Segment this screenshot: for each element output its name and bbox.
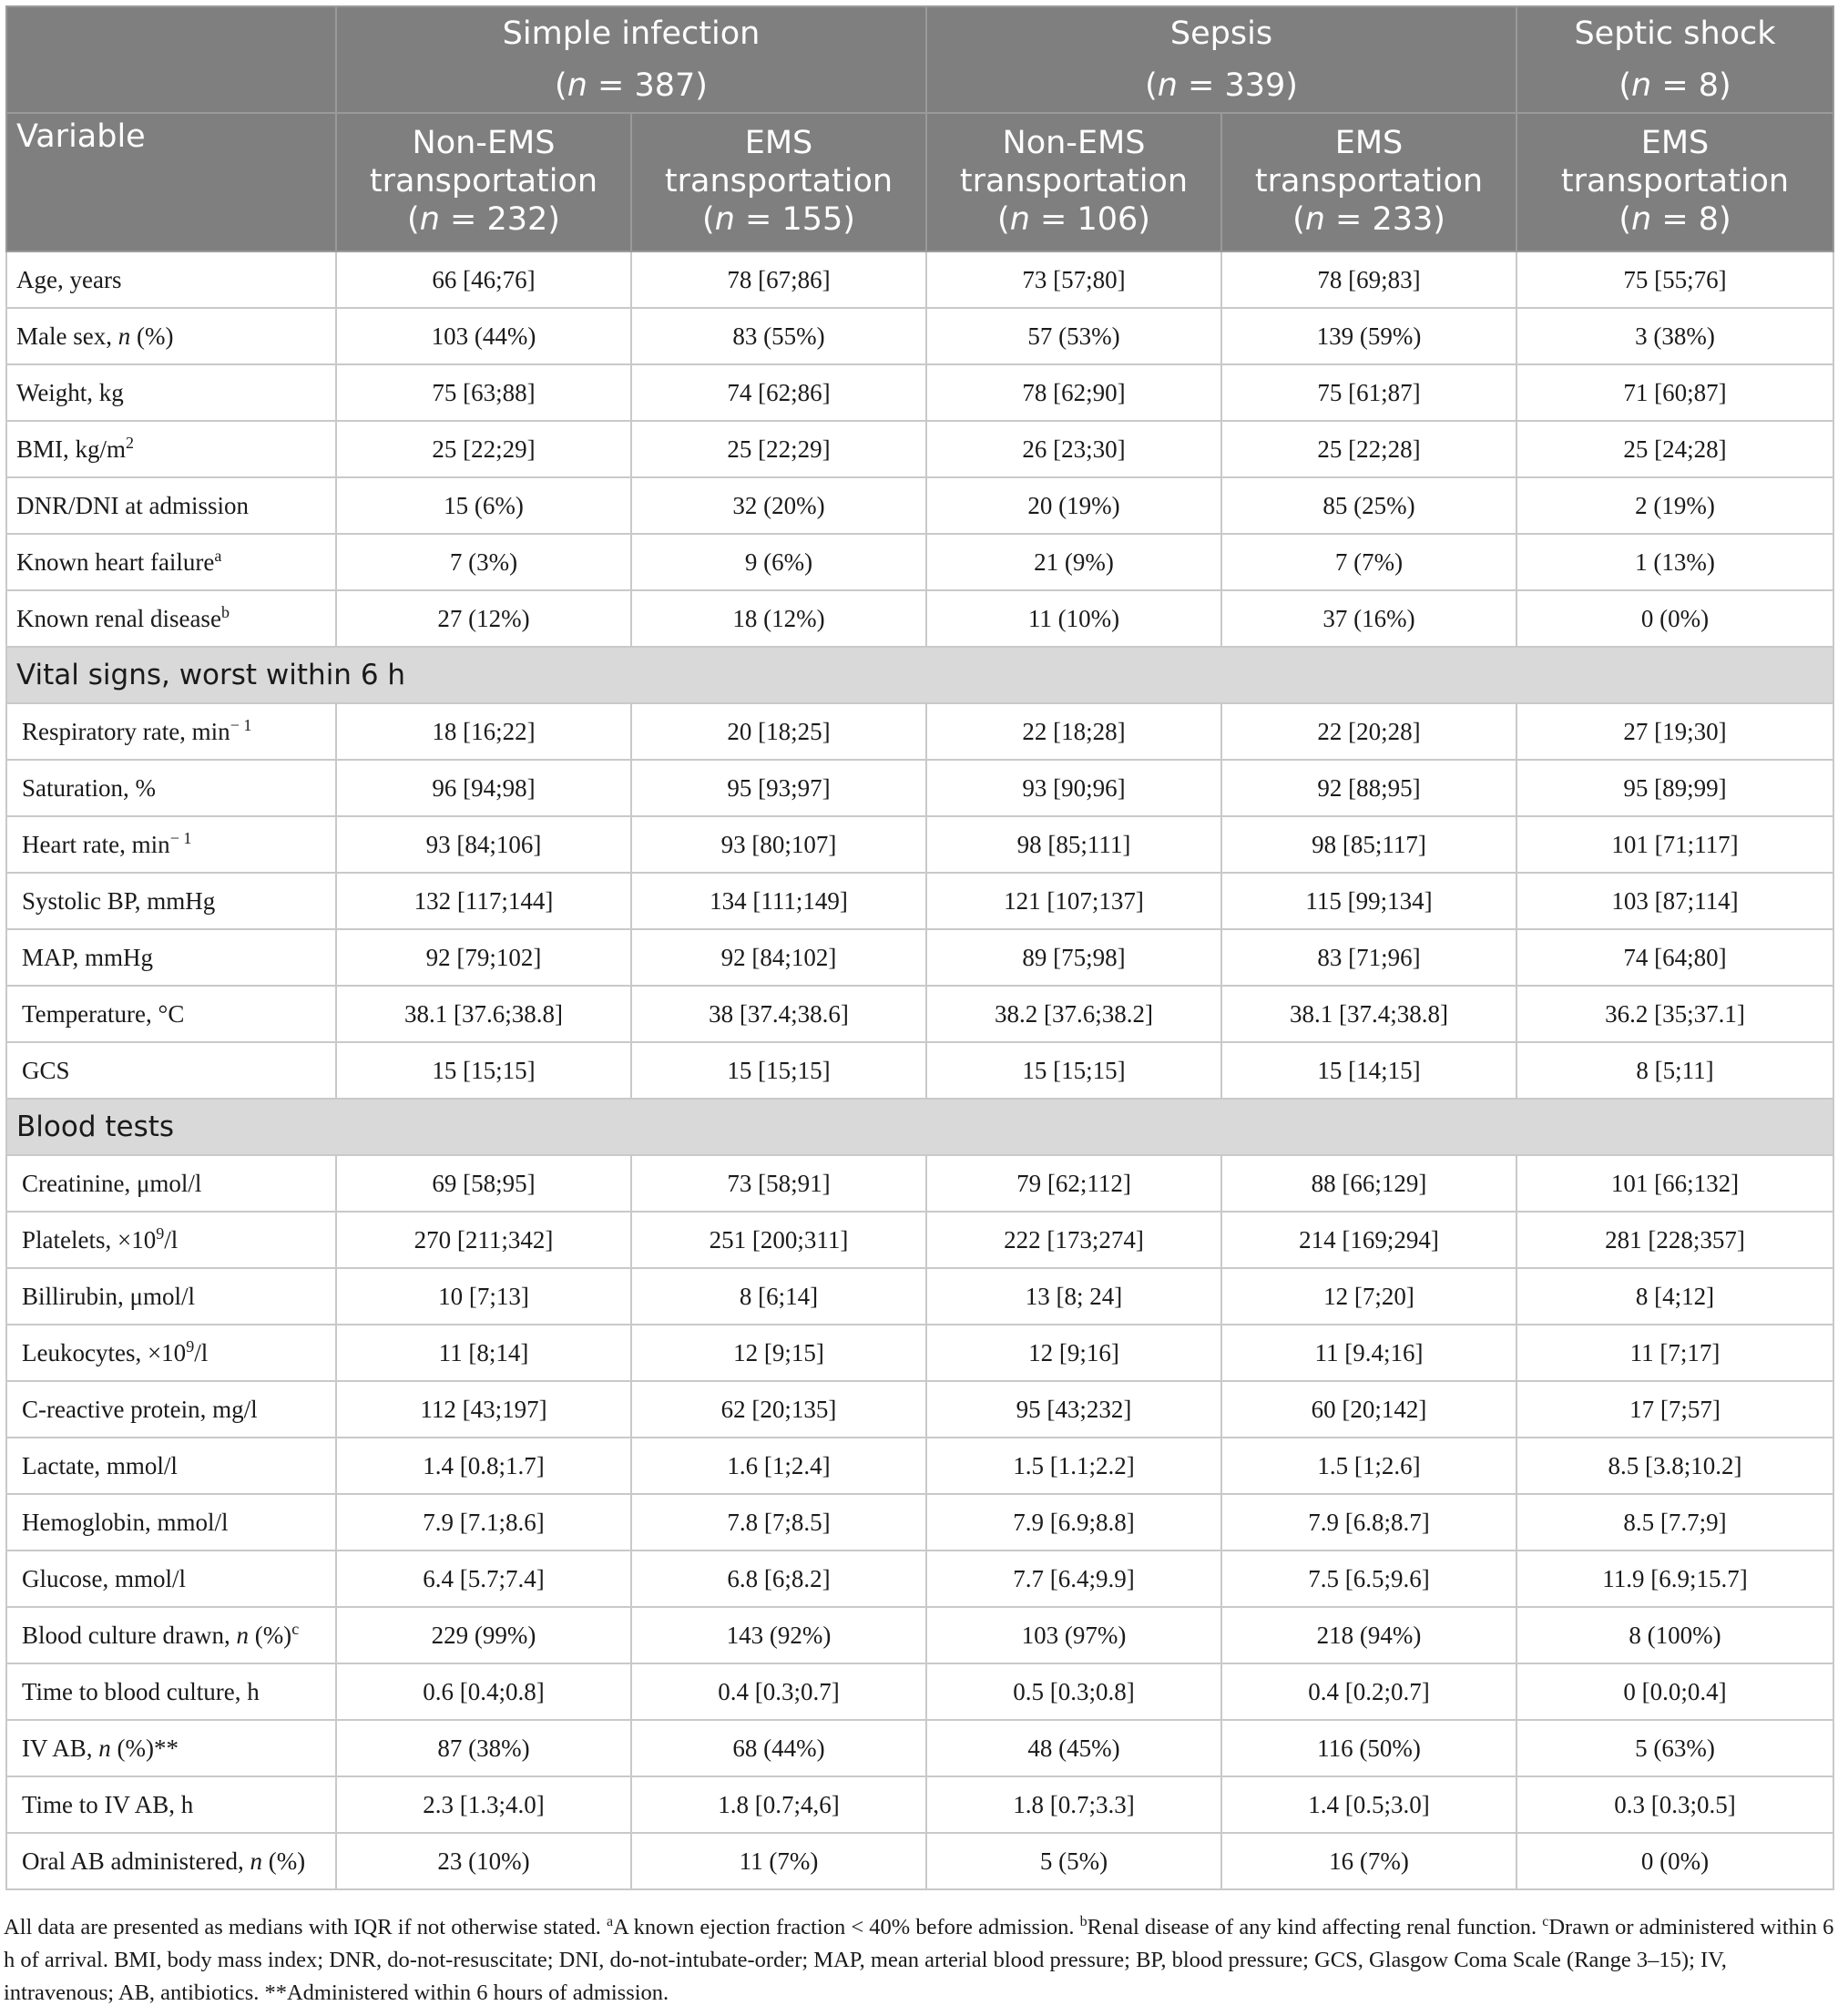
table-cell: 32 (20%)	[631, 477, 926, 534]
row-label-text: Oral AB administered, n (%)	[22, 1847, 306, 1875]
table-cell: 92 [88;95]	[1221, 760, 1516, 816]
row-label-text: Known heart failure	[16, 547, 215, 576]
table-row	[6, 590, 1833, 647]
table-cell: 85 (25%)	[1221, 477, 1516, 534]
row-label	[6, 929, 336, 986]
row-label-text: GCS	[22, 1056, 70, 1084]
column-header	[1516, 113, 1833, 251]
table-row	[6, 1268, 1833, 1325]
column-header	[926, 113, 1221, 251]
table-cell: 25 [22;28]	[1221, 421, 1516, 477]
footnote-marker: b	[1079, 1913, 1087, 1929]
table-cell: 15 [15;15]	[336, 1042, 631, 1099]
table-cell: 270 [211;342]	[336, 1212, 631, 1268]
table-cell: 9 (6%)	[631, 534, 926, 590]
col-line2: transportation	[369, 163, 598, 200]
row-label-text: Heart rate, min	[22, 830, 170, 858]
table-cell: 5 (5%)	[926, 1833, 1221, 1889]
table-cell: 7.9 [6.8;8.7]	[1221, 1494, 1516, 1550]
table-cell: 101 [66;132]	[1516, 1155, 1833, 1212]
table-cell: 11 [7;17]	[1516, 1325, 1833, 1381]
col-line1: EMS	[744, 125, 813, 161]
table-cell: 214 [169;294]	[1221, 1212, 1516, 1268]
table-cell: 251 [200;311]	[631, 1212, 926, 1268]
table-cell: 38.1 [37.4;38.8]	[1221, 986, 1516, 1042]
table-cell: 2.3 [1.3;4.0]	[336, 1776, 631, 1833]
table-cell: 25 [22;29]	[631, 421, 926, 477]
table-row	[6, 1438, 1833, 1494]
table-cell: 93 [90;96]	[926, 760, 1221, 816]
table-cell: 95 [89;99]	[1516, 760, 1833, 816]
table-cell: 11.9 [6.9;15.7]	[1516, 1550, 1833, 1607]
table-cell: 18 [16;22]	[336, 703, 631, 760]
row-label-text: Saturation, %	[22, 773, 156, 802]
table-row	[6, 1381, 1833, 1438]
row-label-text: BMI, kg/m	[16, 435, 127, 463]
row-label	[6, 760, 336, 816]
row-label	[6, 308, 336, 364]
table-cell: 7 (3%)	[336, 534, 631, 590]
col-line2: transportation	[664, 163, 893, 200]
table-row	[6, 986, 1833, 1042]
table-cell: 116 (50%)	[1221, 1720, 1516, 1776]
section-header-vital-signs	[6, 647, 1833, 703]
row-label-text: Leukocytes, ×10	[22, 1338, 187, 1366]
table-cell: 62 [20;135]	[631, 1381, 926, 1438]
table-cell: 92 [79;102]	[336, 929, 631, 986]
row-label-text: Time to IV AB, h	[22, 1790, 194, 1818]
row-label-text: MAP, mmHg	[22, 943, 154, 971]
table-cell: 10 [7;13]	[336, 1268, 631, 1325]
table-cell: 38 [37.4;38.6]	[631, 986, 926, 1042]
group-n-text: (n = 8)	[1618, 67, 1731, 104]
table-row	[6, 534, 1833, 590]
footnote-marker: a	[607, 1913, 614, 1929]
row-label-superscript: a	[214, 546, 222, 565]
table-cell: 83 [71;96]	[1221, 929, 1516, 986]
table-cell: 17 [7;57]	[1516, 1381, 1833, 1438]
table-cell: 7.7 [6.4;9.9]	[926, 1550, 1221, 1607]
col-n: (n = 233)	[1292, 201, 1445, 238]
col-line2: transportation	[959, 163, 1189, 200]
row-label-superscript: − 1	[230, 715, 252, 734]
table-cell: 11 (10%)	[926, 590, 1221, 647]
table-cell: 0 (0%)	[1516, 1833, 1833, 1889]
table-cell: 57 (53%)	[926, 308, 1221, 364]
row-label	[6, 816, 336, 873]
table-cell: 11 [8;14]	[336, 1325, 631, 1381]
table-cell: 7.5 [6.5;9.6]	[1221, 1550, 1516, 1607]
row-label	[6, 1663, 336, 1720]
table-cell: 7.9 [6.9;8.8]	[926, 1494, 1221, 1550]
table-cell: 6.8 [6;8.2]	[631, 1550, 926, 1607]
table-cell: 222 [173;274]	[926, 1212, 1221, 1268]
row-label-text: Lactate, mmol/l	[22, 1451, 178, 1479]
row-label	[6, 364, 336, 421]
section-header-blood-tests	[6, 1099, 1833, 1155]
table-body	[6, 251, 1833, 1889]
table-cell: 78 [67;86]	[631, 251, 926, 308]
table-row	[6, 364, 1833, 421]
table-cell: 3 (38%)	[1516, 308, 1833, 364]
table-cell: 0 [0.0;0.4]	[1516, 1663, 1833, 1720]
footnote-part: All data are presented as medians with IQR if not otherwise stated.	[4, 1915, 607, 1939]
table-cell: 20 [18;25]	[631, 703, 926, 760]
row-label	[6, 1325, 336, 1381]
table-cell: 20 (19%)	[926, 477, 1221, 534]
table-cell: 78 [62;90]	[926, 364, 1221, 421]
table-cell: 93 [84;106]	[336, 816, 631, 873]
table-cell: 1.6 [1;2.4]	[631, 1438, 926, 1494]
table-cell: 0.5 [0.3;0.8]	[926, 1663, 1221, 1720]
row-label-text: IV AB, n (%)**	[22, 1734, 179, 1762]
table-cell: 16 (7%)	[1221, 1833, 1516, 1889]
table-cell: 11 (7%)	[631, 1833, 926, 1889]
table-row	[6, 251, 1833, 308]
table-cell: 12 [7;20]	[1221, 1268, 1516, 1325]
table-cell: 6.4 [5.7;7.4]	[336, 1550, 631, 1607]
table-cell: 0 (0%)	[1516, 590, 1833, 647]
table-cell: 69 [58;95]	[336, 1155, 631, 1212]
table-row	[6, 703, 1833, 760]
group-n-simple-infection	[336, 59, 926, 113]
table-cell: 89 [75;98]	[926, 929, 1221, 986]
row-label	[6, 590, 336, 647]
characteristics-table	[5, 5, 1834, 1890]
table-row	[6, 760, 1833, 816]
footnote-part: Renal disease of any kind affecting renal function.	[1087, 1915, 1543, 1939]
table-cell: 8.5 [7.7;9]	[1516, 1494, 1833, 1550]
row-label	[6, 1212, 336, 1268]
table-cell: 139 (59%)	[1221, 308, 1516, 364]
table-cell: 1.4 [0.5;3.0]	[1221, 1776, 1516, 1833]
row-label	[6, 251, 336, 308]
row-label-text: C-reactive protein, mg/l	[22, 1395, 258, 1423]
row-label	[6, 1268, 336, 1325]
table-cell: 21 (9%)	[926, 534, 1221, 590]
column-header	[631, 113, 926, 251]
table-cell: 1.5 [1;2.6]	[1221, 1438, 1516, 1494]
table-row	[6, 1550, 1833, 1607]
table-cell: 281 [228;357]	[1516, 1212, 1833, 1268]
table-cell: 22 [20;28]	[1221, 703, 1516, 760]
table-cell: 1 (13%)	[1516, 534, 1833, 590]
table-cell: 1.4 [0.8;1.7]	[336, 1438, 631, 1494]
data-table-container	[5, 5, 1833, 1890]
col-n: (n = 8)	[1618, 201, 1731, 238]
row-label-superscript: 9	[156, 1223, 165, 1243]
row-label	[6, 873, 336, 929]
table-cell: 101 [71;117]	[1516, 816, 1833, 873]
table-cell: 93 [80;107]	[631, 816, 926, 873]
table-cell: 15 [15;15]	[631, 1042, 926, 1099]
row-label	[6, 1607, 336, 1663]
section-title: Vital signs, worst within 6 h	[6, 647, 1833, 703]
table-cell: 98 [85;111]	[926, 816, 1221, 873]
footnote-marker: c	[1542, 1913, 1549, 1929]
table-header	[6, 6, 1833, 251]
row-label-superscript: − 1	[169, 828, 192, 847]
table-cell: 15 [14;15]	[1221, 1042, 1516, 1099]
table-cell: 115 [99;134]	[1221, 873, 1516, 929]
table-cell: 78 [69;83]	[1221, 251, 1516, 308]
table-row	[6, 816, 1833, 873]
table-cell: 37 (16%)	[1221, 590, 1516, 647]
table-cell: 25 [22;29]	[336, 421, 631, 477]
table-cell: 36.2 [35;37.1]	[1516, 986, 1833, 1042]
table-cell: 95 [43;232]	[926, 1381, 1221, 1438]
table-cell: 112 [43;197]	[336, 1381, 631, 1438]
table-row	[6, 1663, 1833, 1720]
row-label	[6, 1720, 336, 1776]
table-cell: 48 (45%)	[926, 1720, 1221, 1776]
group-n-septic-shock	[1516, 59, 1833, 113]
table-cell: 74 [62;86]	[631, 364, 926, 421]
table-cell: 218 (94%)	[1221, 1607, 1516, 1663]
table-cell: 68 (44%)	[631, 1720, 926, 1776]
table-row	[6, 1155, 1833, 1212]
table-row	[6, 308, 1833, 364]
section-title: Blood tests	[6, 1099, 1833, 1155]
table-cell: 88 [66;129]	[1221, 1155, 1516, 1212]
row-label	[6, 1494, 336, 1550]
table-row	[6, 929, 1833, 986]
table-cell: 23 (10%)	[336, 1833, 631, 1889]
table-cell: 73 [57;80]	[926, 251, 1221, 308]
row-label	[6, 1155, 336, 1212]
table-cell: 1.8 [0.7;4,6]	[631, 1776, 926, 1833]
row-label-text: Creatinine, μmol/l	[22, 1169, 202, 1197]
col-line2: transportation	[1560, 163, 1790, 200]
column-header	[336, 113, 631, 251]
table-cell: 143 (92%)	[631, 1607, 926, 1663]
table-cell: 103 [87;114]	[1516, 873, 1833, 929]
table-cell: 121 [107;137]	[926, 873, 1221, 929]
table-cell: 38.2 [37.6;38.2]	[926, 986, 1221, 1042]
row-label-superscript: c	[291, 1619, 300, 1638]
table-cell: 1.8 [0.7;3.3]	[926, 1776, 1221, 1833]
row-label-text: DNR/DNI at admission	[16, 491, 249, 519]
table-cell: 60 [20;142]	[1221, 1381, 1516, 1438]
table-cell: 103 (97%)	[926, 1607, 1221, 1663]
table-cell: 74 [64;80]	[1516, 929, 1833, 986]
column-header	[1221, 113, 1516, 251]
table-row	[6, 873, 1833, 929]
table-cell: 15 (6%)	[336, 477, 631, 534]
table-cell: 27 [19;30]	[1516, 703, 1833, 760]
table-cell: 132 [117;144]	[336, 873, 631, 929]
row-label	[6, 477, 336, 534]
table-cell: 8.5 [3.8;10.2]	[1516, 1438, 1833, 1494]
row-label	[6, 1438, 336, 1494]
table-cell: 98 [85;117]	[1221, 816, 1516, 873]
table-footnote	[4, 1911, 1834, 2010]
row-label-superscript: 9	[186, 1336, 195, 1356]
table-row	[6, 1833, 1833, 1889]
table-cell: 75 [55;76]	[1516, 251, 1833, 308]
row-label-suffix: /l	[164, 1225, 179, 1254]
table-cell: 27 (12%)	[336, 590, 631, 647]
row-label-text: Systolic BP, mmHg	[22, 886, 216, 915]
table-cell: 75 [61;87]	[1221, 364, 1516, 421]
row-label	[6, 1550, 336, 1607]
row-label-suffix: /l	[194, 1338, 209, 1366]
variable-column-header: Variable	[6, 113, 336, 251]
table-cell: 5 (63%)	[1516, 1720, 1833, 1776]
table-row	[6, 477, 1833, 534]
footnote-part: A known ejection fraction < 40% before admission.	[613, 1915, 1080, 1939]
footnote-part: Drawn or administered within 6 h of arrival. BMI, body mass index; DNR, do-not-resuscitate; DNI, do-not-intubate-order; MAP, mean arterial blood pressure; BP, blood pressure; GCS, Glasgow Coma Scale (Range 3–15); IV, intravenous; AB, antibiotics. **Administered within 6 hours of admission.	[4, 1915, 1834, 2005]
row-label-superscript: b	[220, 602, 230, 621]
group-header-sepsis: Sepsis	[926, 6, 1516, 59]
table-cell: 25 [24;28]	[1516, 421, 1833, 477]
table-cell: 7.9 [7.1;8.6]	[336, 1494, 631, 1550]
table-row	[6, 421, 1833, 477]
row-label-text: Respiratory rate, min	[22, 717, 230, 745]
col-line1: EMS	[1334, 125, 1404, 161]
row-label	[6, 1776, 336, 1833]
table-row	[6, 1720, 1833, 1776]
col-line2: transportation	[1254, 163, 1484, 200]
table-cell: 22 [18;28]	[926, 703, 1221, 760]
table-row	[6, 1776, 1833, 1833]
table-cell: 0.6 [0.4;0.8]	[336, 1663, 631, 1720]
header-corner	[6, 6, 336, 59]
col-line1: Non-EMS	[412, 125, 556, 161]
table-cell: 7 (7%)	[1221, 534, 1516, 590]
row-label	[6, 1833, 336, 1889]
group-header-septic-shock: Septic shock	[1516, 6, 1833, 59]
table-cell: 8 (100%)	[1516, 1607, 1833, 1663]
table-cell: 12 [9;16]	[926, 1325, 1221, 1381]
row-label-text: Weight, kg	[16, 378, 124, 406]
col-n: (n = 232)	[407, 201, 560, 238]
table-cell: 0.3 [0.3;0.5]	[1516, 1776, 1833, 1833]
table-cell: 7.8 [7;8.5]	[631, 1494, 926, 1550]
col-line1: Non-EMS	[1002, 125, 1146, 161]
table-cell: 38.1 [37.6;38.8]	[336, 986, 631, 1042]
table-cell: 13 [8; 24]	[926, 1268, 1221, 1325]
table-row	[6, 1494, 1833, 1550]
group-n-text: (n = 387)	[555, 67, 708, 104]
table-cell: 79 [62;112]	[926, 1155, 1221, 1212]
row-label-superscript: 2	[126, 433, 135, 452]
table-cell: 134 [111;149]	[631, 873, 926, 929]
table-cell: 73 [58;91]	[631, 1155, 926, 1212]
group-n-text: (n = 339)	[1145, 67, 1298, 104]
col-n: (n = 155)	[702, 201, 855, 238]
row-label-text: Platelets, ×10	[22, 1225, 157, 1254]
row-label-text: Blood culture drawn, n (%)	[22, 1621, 292, 1649]
row-label-text: Billirubin, μmol/l	[22, 1282, 195, 1310]
table-cell: 92 [84;102]	[631, 929, 926, 986]
table-cell: 95 [93;97]	[631, 760, 926, 816]
table-cell: 26 [23;30]	[926, 421, 1221, 477]
group-header-simple-infection: Simple infection	[336, 6, 926, 59]
header-corner-2	[6, 59, 336, 113]
row-label	[6, 703, 336, 760]
table-cell: 229 (99%)	[336, 1607, 631, 1663]
col-line1: EMS	[1640, 125, 1710, 161]
col-n: (n = 106)	[997, 201, 1150, 238]
table-row	[6, 1325, 1833, 1381]
row-label-text: Temperature, °C	[22, 999, 185, 1028]
table-cell: 2 (19%)	[1516, 477, 1833, 534]
table-cell: 83 (55%)	[631, 308, 926, 364]
table-cell: 75 [63;88]	[336, 364, 631, 421]
table-cell: 8 [4;12]	[1516, 1268, 1833, 1325]
row-label-text: Male sex, n (%)	[16, 322, 174, 350]
table-cell: 18 (12%)	[631, 590, 926, 647]
table-row	[6, 1212, 1833, 1268]
table-cell: 1.5 [1.1;2.2]	[926, 1438, 1221, 1494]
table-cell: 71 [60;87]	[1516, 364, 1833, 421]
table-row	[6, 1042, 1833, 1099]
row-label-text: Known renal disease	[16, 604, 221, 632]
row-label-text: Hemoglobin, mmol/l	[22, 1508, 229, 1536]
row-label	[6, 1042, 336, 1099]
row-label	[6, 986, 336, 1042]
row-label-text: Age, years	[16, 265, 122, 293]
table-cell: 8 [5;11]	[1516, 1042, 1833, 1099]
row-label-text: Time to blood culture, h	[22, 1677, 260, 1705]
row-label	[6, 534, 336, 590]
row-label	[6, 421, 336, 477]
table-cell: 87 (38%)	[336, 1720, 631, 1776]
table-row	[6, 1607, 1833, 1663]
table-cell: 12 [9;15]	[631, 1325, 926, 1381]
table-cell: 8 [6;14]	[631, 1268, 926, 1325]
row-label	[6, 1381, 336, 1438]
table-cell: 15 [15;15]	[926, 1042, 1221, 1099]
table-cell: 96 [94;98]	[336, 760, 631, 816]
table-cell: 0.4 [0.3;0.7]	[631, 1663, 926, 1720]
group-n-sepsis	[926, 59, 1516, 113]
table-cell: 0.4 [0.2;0.7]	[1221, 1663, 1516, 1720]
table-cell: 66 [46;76]	[336, 251, 631, 308]
table-cell: 103 (44%)	[336, 308, 631, 364]
row-label-text: Glucose, mmol/l	[22, 1564, 186, 1592]
table-cell: 11 [9.4;16]	[1221, 1325, 1516, 1381]
